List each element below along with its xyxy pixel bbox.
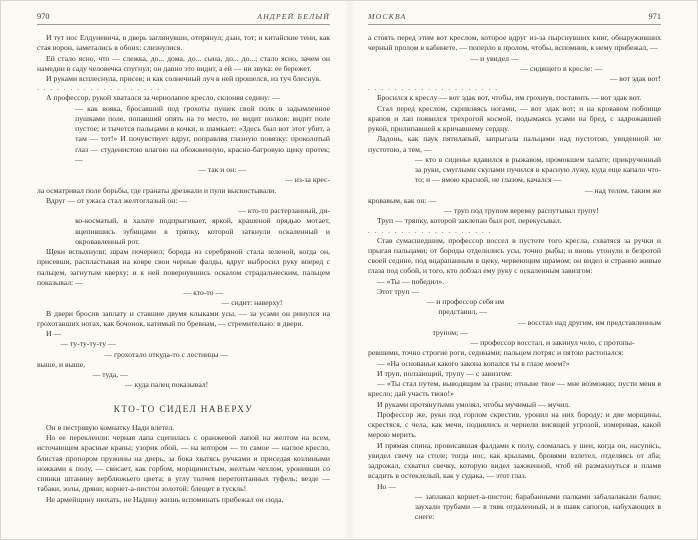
text-line: И руками протянутыми умолял, чтобы мучимый — мучил. bbox=[377, 399, 571, 409]
text-line: — профессор восстал, и закинул чело, с протопы- bbox=[470, 338, 635, 347]
text-line: ла осматривал поле борьбы, где гранаты дрезжали и пули высвистывали. bbox=[37, 185, 277, 195]
text-line: — кто-то растерзанный, ди- bbox=[238, 206, 330, 215]
text-line: — восстал над другим, им представленным bbox=[518, 317, 661, 327]
right-page bbox=[349, 1, 697, 539]
text-line: — туда, — bbox=[92, 370, 128, 379]
text-line: представил, — bbox=[438, 307, 487, 317]
text-line: Профессор же, руки под горлом скрестив, уронил на них бороду; и две морщины, скрестяся, с чела, как мечи, поднялись и чернели висящей угрозой, измеривая, какой мерою мерить. bbox=[368, 409, 661, 440]
text-line: И руками всплеснула, присев; и как солнечный луч в ней прошелся, из туч блеснув. bbox=[46, 74, 321, 83]
right-page-header bbox=[368, 12, 661, 21]
text-line: — кто-то — bbox=[183, 288, 224, 297]
text-line: а стоять перед этим вот креслом, которое вдруг из-за пырснувших книг, обнаруживших черный пролом в кабинете, — поперло в пролом, чтобы, вспомнив, к нему прибежал, — bbox=[368, 33, 661, 53]
text-line: — куда палец показывал! bbox=[124, 380, 209, 390]
page-number-left: 970 bbox=[37, 12, 50, 21]
text-line: Он в пестрявую комнатку Нади влетел. bbox=[46, 422, 175, 432]
text-line: выше, и выше, bbox=[37, 359, 86, 369]
text-line: — и увидел — bbox=[470, 53, 519, 63]
text-line: — из-за крес- bbox=[285, 175, 330, 185]
text-line: . . . . . . . . . . . . . . . . . . . . bbox=[368, 84, 499, 93]
running-title-right: МОСКВА bbox=[368, 12, 407, 21]
text-line: — труп под трупом веревку распутывал трупу! bbox=[444, 206, 599, 215]
text-line: — как вояка, бросавший под грохоты пушек свой полк в задымленное пушками поле, попавший опять на то место, не видит полков: видит поле пустое; и тычется пальцами в кочки, и шамкает: «Здесь был вот этот убит, а там — тот!» И почувствует вдруг, поправляя глазную повязку: проколотый глаз — студенистою влагою на обожженную, красно-багровую щеку протек; — bbox=[75, 103, 330, 164]
text-line: И тут нос Елдуневича, в дверь заглянувши, отпрянул; дзан, тот; и китайские тени, как стая ворон, заметались в обоих: слизнулися. bbox=[37, 33, 330, 53]
text-line: — заплакал корнет-а-пистон; барабанными палками забалалакали балки; заухали трубами — в тявк отдаленный, и в шавк сапогов, набухающих в снеге: bbox=[414, 491, 661, 522]
text-line: Ладонь, как паук пятилапый, запрыгала пальцами над пустотою, увиденной не пустотою, а тем, — bbox=[368, 134, 661, 154]
text-line: Но ее переклеили: черная лапа сцепилась с оранжевой лапой на желтом на всем, источающем красные крапы; узорик обой, — на котором — то самое — наглое кресло, блистая пропором пружины на дверь, за бока хватясь ручками и приседая козлиными ножками к полу, — свисает, как горбом, морщинистым, желтым чехлом, уронивши со спинки штанину верблюжьего цвета; в углу толчея перетоптанных туфель; везде — табаки, золы, дряни; корнет-а-пистон золотой: блещет в тускль! bbox=[37, 433, 330, 494]
text-line: И прямая спина, провисавшая фалдами к полу, сломалась у шеи, когда он, насупясь, увидел свечу на столе; тогда нос, как крылами, бровями взлетел, отделяясь от лба; задрожал, схватил свечку, которую видел зажженной, чтоб ей размахнуться и пламя всадить в остеклелый, как у судака, — этот глаз. bbox=[368, 440, 661, 481]
text-line: И труп, ползающий, трупу — с завизгом: bbox=[377, 368, 513, 378]
left-page-header bbox=[37, 12, 330, 21]
header-rule-right bbox=[368, 24, 661, 25]
text-line: А профессор, рукой хватался за чернолапое кресло, склоняя седину: — bbox=[46, 93, 280, 103]
text-line: — «На основаньи какого закона копался ты в глазе моем?» bbox=[377, 358, 570, 368]
text-line: Не армейщину нюхать, не Надину жизнь вспоминать прибежал он сюда, bbox=[46, 494, 284, 504]
text-line: Ей стало ясно, что — слежка, до... дома, до... сына, до... до...; стало ясно, зачем он намедни в саду человечка спугнул; он давно это видит, а ей — ни звука: ее бережет. bbox=[37, 53, 330, 73]
text-line: кровавым, как он: — bbox=[368, 195, 437, 205]
right-page-body bbox=[368, 33, 661, 523]
text-line: — над телом, таким же bbox=[584, 185, 661, 195]
text-line: — так и он: — bbox=[198, 165, 247, 174]
text-line: Труп — тряпку, которой заклепан был рот, перекусывал. bbox=[377, 216, 562, 226]
text-line: Щеки вспыхнули; шрам почернел; борода из серебряной стала зеленой, когда он, присевши, распластывая на ковре свои черные фалды, вдруг выбросил руку вперед с пальцем, загнутым кверху; и к ней повернувшись оскалом страдальческим, пальцем показывал: — bbox=[37, 247, 330, 287]
text-line: Вдруг — от ужаса стал желтоглазый он: — bbox=[46, 195, 188, 205]
text-line: — кто в сиденье вдавился в рыжавом, промокшем халате; прикрученный за руки, смуглыми скулами пучился в красную лужу, куда еще капало что-то; и — ямою красной, не глазом, качался — bbox=[414, 154, 661, 185]
text-line: В двери бросив заплату и ставшие двумя клыками усы, — за усами он ринулся на грохотавших ногах, как бочонок, катимый по бревнам, — стремительно: в двери. bbox=[37, 308, 330, 328]
text-line: — сидящего в кресле: — bbox=[520, 63, 603, 73]
text-line: трупом; — bbox=[432, 327, 468, 337]
text-line: ко-косматый, в халате подпрыгивает, яркой, крашеной прядью мотает, вцепившись зубищами в тряпку, которой заткнули оскаленный и окровавленный рот. bbox=[75, 216, 330, 246]
text-line: . . . . . . . . . . . . . . . . . . . . bbox=[37, 84, 168, 93]
running-title-left: АНДРЕЙ БЕЛЫЙ bbox=[257, 12, 330, 21]
text-line: ревшими, точно строгие роги, сединами; пальцем потряс и пятою растопался: bbox=[368, 348, 624, 358]
text-line: . . . . . . . . . . . . . . . . . . . bbox=[368, 226, 492, 235]
text-line: И — bbox=[46, 329, 62, 338]
text-line: Став сумасшедшим, профессор воссел в пустоте того кресла, схватяся за ручки и прыгая пальцами; от бороды отделились усы, точно рыбы; и вновь утонули в безротой своей седине, под вцарапанным в щеку, червеющим шрамом; он видел и странно живые глаза под собой, и того, кто лобзал ему руку с оскаленным завизгом: bbox=[368, 235, 661, 276]
text-line: — ту-ту-ту-ту — bbox=[60, 339, 116, 349]
left-page bbox=[1, 1, 349, 539]
text-line: Бросился к креслу — вот эдак вот, чтобы, им грохнув, поставить — вот эдак вот. bbox=[377, 93, 642, 103]
text-line: — сидит: наверху! bbox=[221, 298, 283, 308]
text-line: — «Ты — победил». bbox=[377, 276, 445, 286]
left-page-body bbox=[37, 33, 330, 505]
header-rule-left bbox=[37, 24, 330, 25]
text-line: Но — bbox=[377, 481, 397, 491]
page-number-right: 971 bbox=[648, 12, 661, 21]
text-line: Стал перед креслом, скривляясь ногами, — вот эдак вот; и на кровавом побоище крапов и лап появился трехрогой космой, подымаясь усами на бред, с задрожавшей рукой, прилипавшей к кричавшему сердцу. bbox=[368, 103, 661, 133]
text-line: — грохотало откуда-то с лестницы — bbox=[104, 349, 229, 359]
text-line: Этот труп — bbox=[377, 286, 420, 296]
text-line: — и профессор себя им bbox=[426, 297, 505, 306]
text-line: — «Ты стал путем, выводящим за грани; отныне твое — мне возможно; пусти меня в кресло; дай участь твою!» bbox=[368, 379, 661, 399]
text-line: — вот эдак вот! bbox=[609, 74, 661, 83]
section-heading: КТО-ТО СИДЕЛ НАВЕРХУ bbox=[113, 403, 254, 414]
